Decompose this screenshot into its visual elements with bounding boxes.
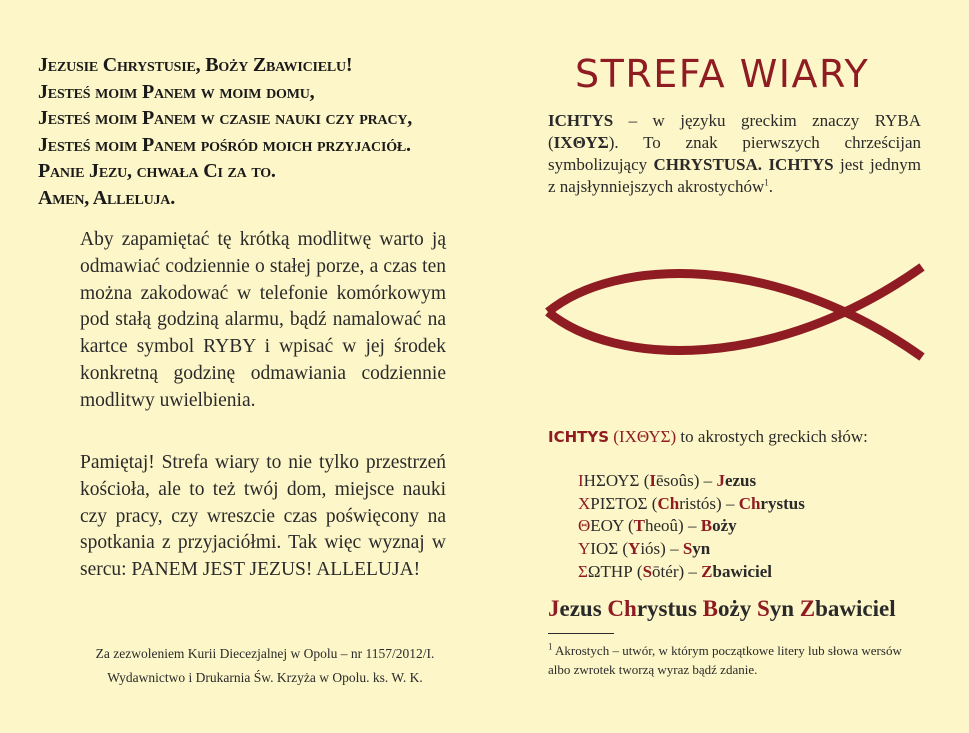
instruction-paragraph: Aby zapamiętać tę krótką modlitwę warto ją odmawiać codziennie o stałej porze, a czas ten można zakodować w telefonie komórkowym pod stałą godziną alarmu, bądź namalować na kartce symbol RYBY i wpisać w jej środek konkretną godzinę odmawiania codziennie modlitwy uwielbienia. — [80, 229, 446, 411]
phrase-word: ezus — [559, 596, 608, 621]
acrostic-phrase — [548, 596, 928, 622]
greek-initial: Χ — [578, 493, 591, 513]
list-item — [578, 515, 908, 538]
imprint-line-1: Za zezwoleniem Kurii Diecezjalnej w Opolu – nr 1157/2012/I. — [95, 646, 435, 661]
word-initial: Z — [701, 561, 713, 581]
phrase-initial: Ch — [607, 596, 637, 621]
acrostic-greek: (ΙΧΘΥΣ) — [613, 427, 677, 446]
intro-text-4: . — [768, 177, 773, 196]
phrase-initial: J — [548, 596, 560, 621]
acrostic-heading — [548, 427, 928, 447]
phrase-word: bawiciel — [815, 596, 896, 621]
acrostic-heading-rest: to akrostych greckich słów: — [676, 427, 868, 446]
phrase-initial: S — [756, 596, 770, 621]
phrase-initial: B — [702, 596, 718, 621]
polish-word: rystus — [760, 493, 805, 513]
list-item — [578, 538, 908, 561]
intro-text-1: – w języku greckim znaczy RYBA ( — [548, 111, 921, 152]
prayer-line: Jezusie Chrystusie, Boży Zbawicielu! — [38, 54, 353, 76]
prayer-text — [38, 52, 508, 211]
translit-word: iós) – — [640, 539, 683, 559]
greek-initial: Υ — [578, 539, 591, 559]
list-item — [578, 470, 908, 493]
translit-initial: Y — [628, 539, 641, 559]
polish-word: ezus — [724, 471, 757, 490]
phrase-word: oży — [717, 596, 757, 621]
page-title: STREFA WIARY — [575, 52, 870, 96]
word-initial: S — [682, 539, 693, 559]
translit-initial: S — [642, 561, 653, 581]
greek-word: ΡΙΣΤΟΣ ( — [590, 493, 658, 513]
greek-word: ΗΣΟΥΣ ( — [583, 471, 650, 490]
term-christ: CHRYSTUSA. — [653, 155, 763, 174]
footnote-divider — [548, 633, 614, 634]
list-item — [578, 561, 908, 584]
greek-initial: Θ — [578, 516, 591, 536]
prayer-line: Jesteś moim Panem w czasie nauki czy pracy, — [38, 107, 413, 129]
prayer-line: Jesteś moim Panem w moim domu, — [38, 80, 315, 103]
prayer-line: Amen, Alleluja. — [38, 186, 176, 209]
translit-initial: I — [649, 471, 656, 490]
footnote-number: 1 — [548, 641, 553, 652]
imprint-line-2: Wydawnictwo i Drukarnia Św. Krzyża w Opolu. ks. W. K. — [107, 670, 423, 685]
greek-ichthys: ΙΧΘΥΣ — [553, 133, 609, 152]
footnote-text: Akrostych – utwór, w którym początkowe litery lub słowa wersów albo zwrotek tworzą wyraz bądź zdanie. — [548, 643, 902, 677]
footnote — [548, 641, 923, 679]
translit-word: ēsoûs) – — [655, 471, 717, 490]
phrase-word: rystus — [636, 596, 703, 621]
phrase-word: yn — [769, 596, 800, 621]
term-ichtys: ICHTYS — [548, 111, 614, 130]
polish-word: yn — [692, 539, 711, 559]
word-initial: J — [716, 471, 725, 490]
acrostic-term: ICHTYS — [548, 428, 610, 446]
prayer-line: Jesteś moim Panem pośród moich przyjaciół. — [38, 133, 411, 156]
term-ichtys-2: ICHTYS — [768, 155, 834, 174]
translit-initial: T — [633, 516, 645, 536]
translit-word: ristós) – — [679, 493, 739, 513]
greek-word: ΙΟΣ ( — [590, 539, 629, 559]
translit-initial: Ch — [657, 493, 680, 513]
intro-text-2: ). To znak pierwszych chrześcijan symbolizujący — [548, 133, 921, 174]
translit-word: heoû) – — [645, 516, 701, 536]
prayer-line: Panie Jezu, chwała Ci za to. — [38, 160, 276, 182]
reminder-paragraph: Pamiętaj! Strefa wiary to nie tylko przestrzeń kościoła, ale to też twój dom, miejsce nauki czy pracy, czy wreszcie czas poświęcony na spotkania z przyjaciółmi. Tak więc wyznaj w sercu: PANEM JEST JEZUS! ALLELUJA! — [80, 452, 446, 581]
acrostic-list — [578, 470, 908, 584]
ichtys-intro — [548, 110, 921, 198]
polish-word: oży — [712, 516, 737, 536]
list-item — [578, 493, 908, 516]
fish-icon — [545, 262, 925, 382]
intro-text-3: jest jednym z najsłynniejszych akrostychów — [548, 155, 921, 196]
translit-word: ōtér) – — [652, 561, 702, 581]
greek-word: ΕΟΥ ( — [590, 516, 634, 536]
greek-initial: Σ — [578, 561, 588, 581]
greek-initial: Ι — [578, 471, 584, 490]
polish-word: bawiciel — [712, 561, 772, 581]
word-initial: Ch — [738, 493, 761, 513]
word-initial: B — [700, 516, 713, 536]
phrase-initial: Z — [799, 596, 816, 621]
imprint-footer — [50, 642, 480, 690]
footnote-mark: 1 — [764, 177, 769, 188]
greek-word: ΩΤΗΡ ( — [587, 561, 643, 581]
